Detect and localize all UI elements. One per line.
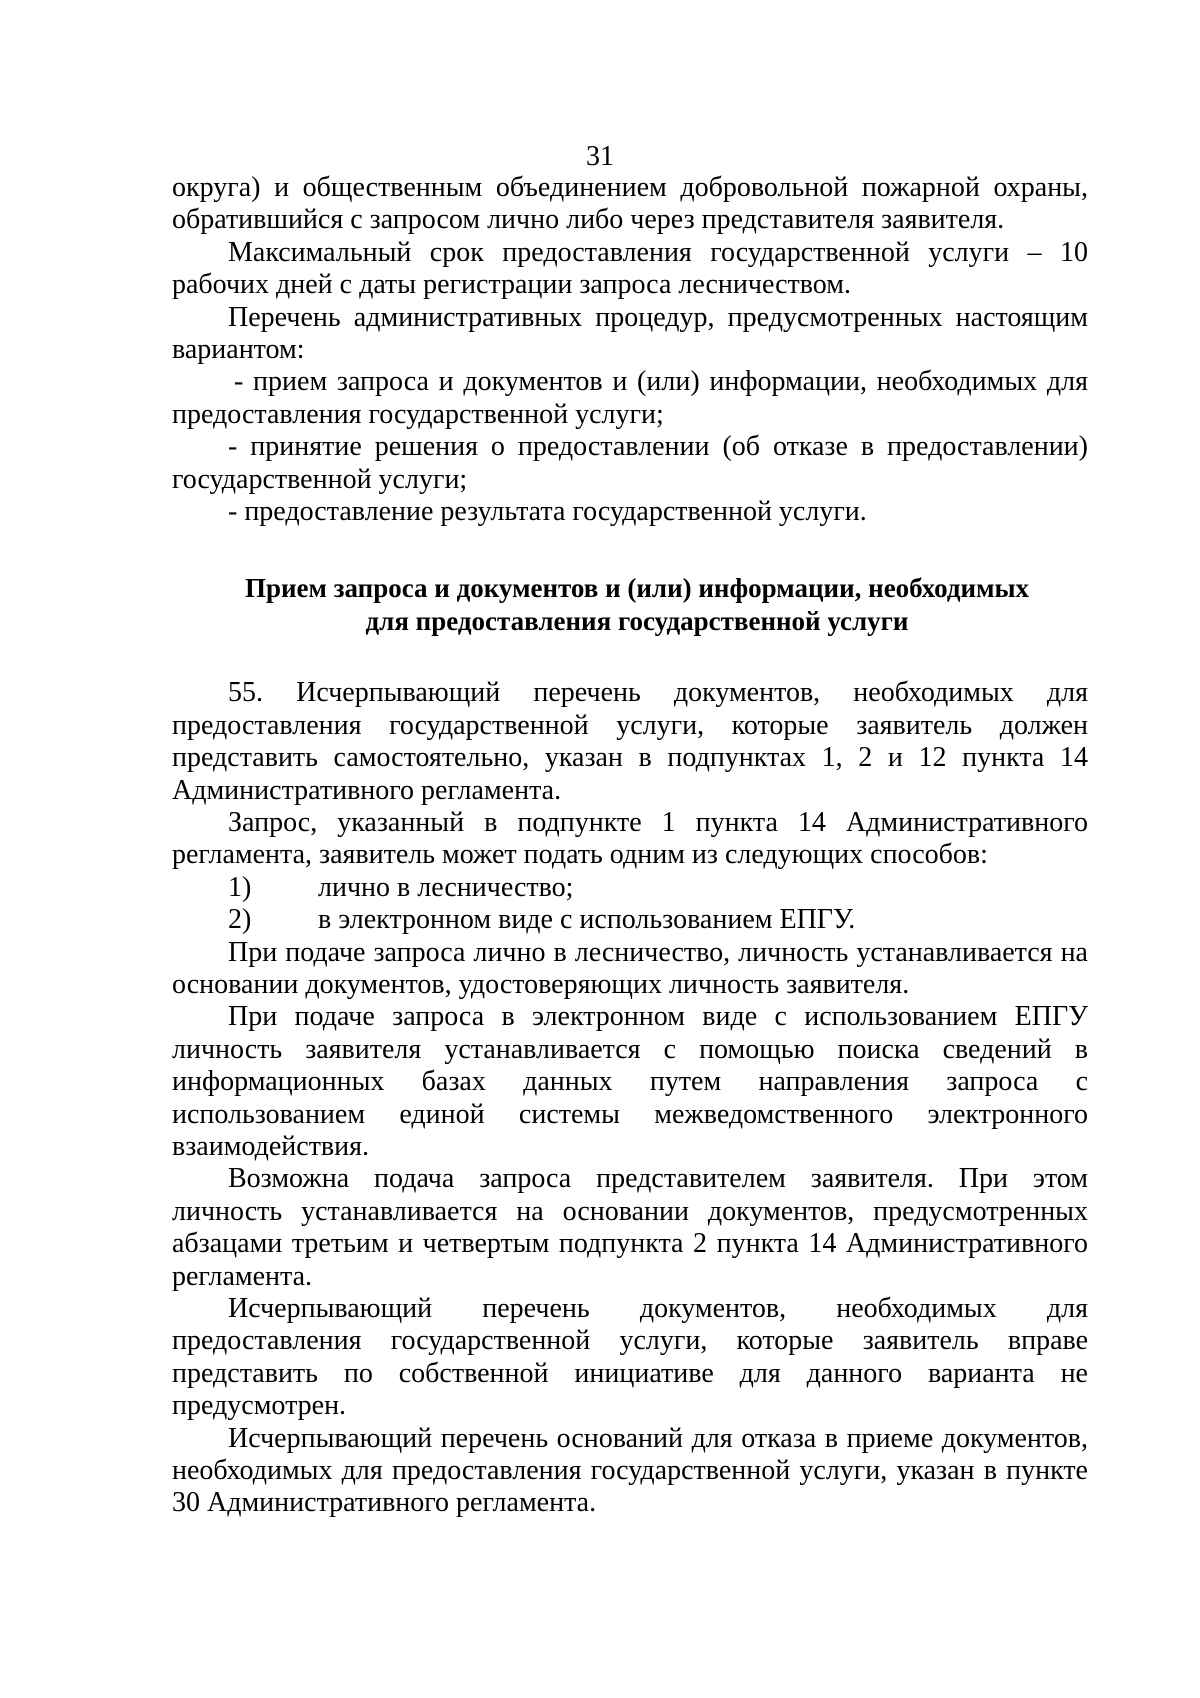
section-heading-line: для предоставления государственной услуги — [365, 605, 909, 636]
method-number: 2) — [228, 904, 252, 936]
paragraph-55: 55. Исчерпывающий перечень документов, необходимых для предоставления государственной услуги, которые заявитель должен представить самостоятельно, указан в подпунктах 1, 2 и 12 пункта 14 Административного регламента. — [172, 677, 1088, 806]
paragraph-request-methods-intro: Запрос, указанный в подпункте 1 пункта 14 Административного регламента, заявитель может подать одним из следующих способов: — [172, 806, 1088, 871]
paragraph-electronic-submission: При подаче запроса в электронном виде с использованием ЕПГУ личность заявителя устанавливается с помощью поиска сведений в информационных базах данных путем направления запроса с использованием единой системы межведомственного электронного взаимодействия. — [172, 1001, 1088, 1162]
procedure-item: - прием запроса и документов и (или) информации, необходимых для предоставления государственной услуги; — [172, 366, 1088, 430]
procedure-item: - принятие решения о предоставлении (об отказе в предоставлении) государственной услуги; — [172, 431, 1088, 495]
document-body — [172, 172, 1088, 1520]
page-number: 31 — [586, 141, 614, 172]
paragraph-refusal-grounds: Исчерпывающий перечень оснований для отказа в приеме документов, необходимых для предоставления государственной услуги, указан в пункте 30 Административного регламента. — [172, 1422, 1088, 1519]
paragraph-personal-submission: При подаче запроса лично в лесничество, личность устанавливается на основании документов, удостоверяющих личность заявителя. — [172, 936, 1088, 1000]
paragraph-continuation: округа) и общественным объединением добровольной пожарной охраны, обратившийся с запросом лично либо через представителя заявителя. — [172, 172, 1088, 236]
paragraph-procedures-list-intro: Перечень административных процедур, предусмотренных настоящим вариантом: — [172, 301, 1088, 366]
paragraph-representative: Возможна подача запроса представителем заявителя. При этом личность устанавливается на основании документов, предусмотренных абзацами третьим и четвертым подпункта 2 пункта 14 Административного регламента. — [172, 1163, 1088, 1292]
method-item — [172, 904, 1088, 936]
method-text: лично в лесничество; — [318, 871, 574, 903]
method-text: в электронном виде с использованием ЕПГУ. — [318, 904, 856, 936]
paragraph-max-term: Максимальный срок предоставления государственной услуги – 10 рабочих дней с даты регистрации запроса лесничеством. — [172, 236, 1088, 301]
procedure-item: - предоставление результата государственной услуги. — [228, 496, 867, 528]
section-heading-line: Прием запроса и документов и (или) информации, необходимых — [244, 573, 1030, 604]
method-item — [172, 872, 1088, 904]
method-number: 1) — [228, 871, 252, 903]
section-heading — [172, 572, 1088, 637]
paragraph-own-initiative-documents: Исчерпывающий перечень документов, необходимых для предоставления государственной услуги, которые заявитель вправе представить по собственной инициативе для данного варианта не предусмотрен. — [172, 1293, 1088, 1422]
